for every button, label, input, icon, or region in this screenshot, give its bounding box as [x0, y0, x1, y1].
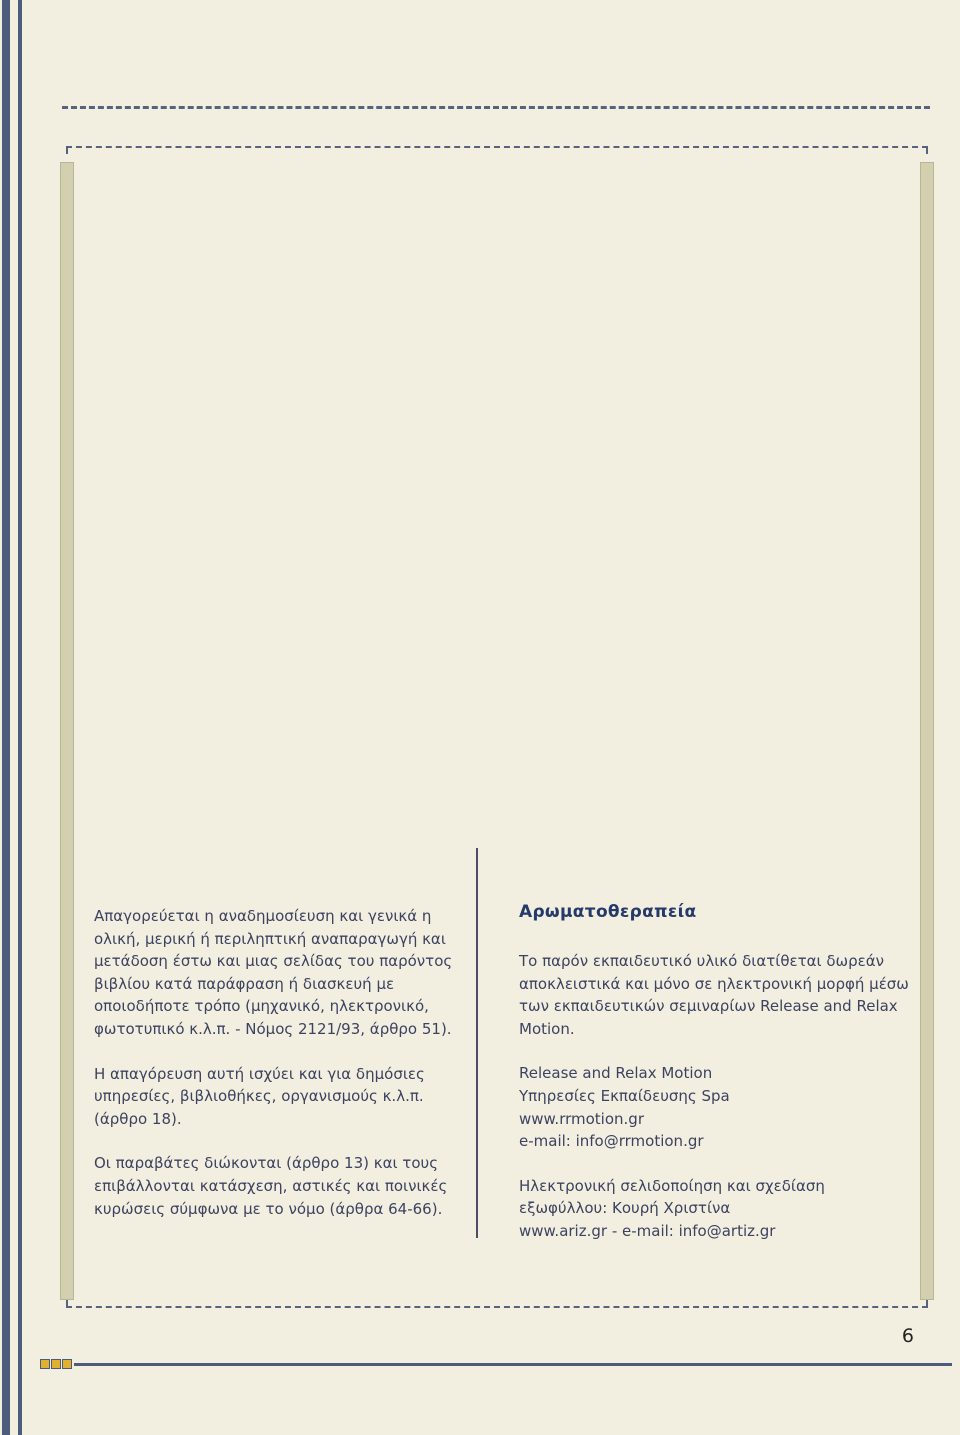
copyright-notice [94, 905, 466, 1220]
company-name: Release and Relax Motion [519, 1064, 713, 1083]
frame-corner-tick [66, 1300, 68, 1308]
design-credit-line-1: Ηλεκτρονική σελιδοποίηση και σχεδίαση [519, 1176, 825, 1195]
right-frame-panel [920, 162, 934, 1300]
frame-bottom-dashed-line [66, 1306, 928, 1308]
left-border-bar-inner [18, 0, 22, 1435]
left-border-bar-outer [2, 0, 10, 1435]
copyright-paragraph-2: Η απαγόρευση αυτή ισχύει και για δημόσιες υπηρεσίες, βιβλιοθήκες, οργανισμούς κ.λ.π. (άρθρο 18). [94, 1064, 425, 1128]
footer-square-icon [62, 1359, 72, 1369]
frame-corner-tick [926, 1300, 928, 1308]
distribution-note: Το παρόν εκπαιδευτικό υλικό διατίθεται δωρεάν αποκλειστικά και μόνο σε ηλεκτρονική μορφή μέσω των εκπαιδευτικών σεμιναρίων Release and Relax Motion. [519, 952, 909, 1038]
column-divider [476, 848, 478, 1238]
company-email: e-mail: info@rrmotion.gr [519, 1132, 704, 1151]
frame-corner-tick [66, 146, 68, 154]
frame-corner-tick [926, 146, 928, 154]
footer-rule [74, 1363, 952, 1366]
left-frame-panel [60, 162, 74, 1300]
book-title: Αρωματοθεραπεία [519, 902, 697, 922]
footer-square-icon [40, 1359, 50, 1369]
design-credit-line-2: εξωφύλλου: Κουρή Χριστίνα [519, 1199, 731, 1218]
design-contact: www.ariz.gr - e-mail: info@artiz.gr [519, 1221, 776, 1240]
copyright-paragraph-1: Απαγορεύεται η αναδημοσίευση και γενικά η ολική, μερική ή περιληπτική αναπαραγωγή και μετάδοση έστω και μιας σελίδας του παρόντος βιβλίου κατά παράφραση ή διασκευή με οποιοδήποτε τρόπο (μηχανικό, ηλεκτρονικό, φωτοτυπικό κ.λ.π. - Νόμος 2121/93, άρθρο 51). [94, 907, 453, 1038]
copyright-paragraph-3: Οι παραβάτες διώκονται (άρθρο 13) και τους επιβάλλονται κατάσχεση, αστικές και ποινικές κυρώσεις σύμφωνα με το νόμο (άρθρα 64-66). [94, 1154, 448, 1218]
frame-top-dashed-line [66, 146, 928, 148]
page-number: 6 [901, 1325, 914, 1347]
top-dashed-rule [62, 106, 930, 109]
company-description: Υπηρεσίες Εκπαίδευσης Spa [519, 1086, 730, 1105]
footer-square-icon [51, 1359, 61, 1369]
company-website: www.rrmotion.gr [519, 1109, 644, 1128]
publication-info [519, 950, 911, 1243]
